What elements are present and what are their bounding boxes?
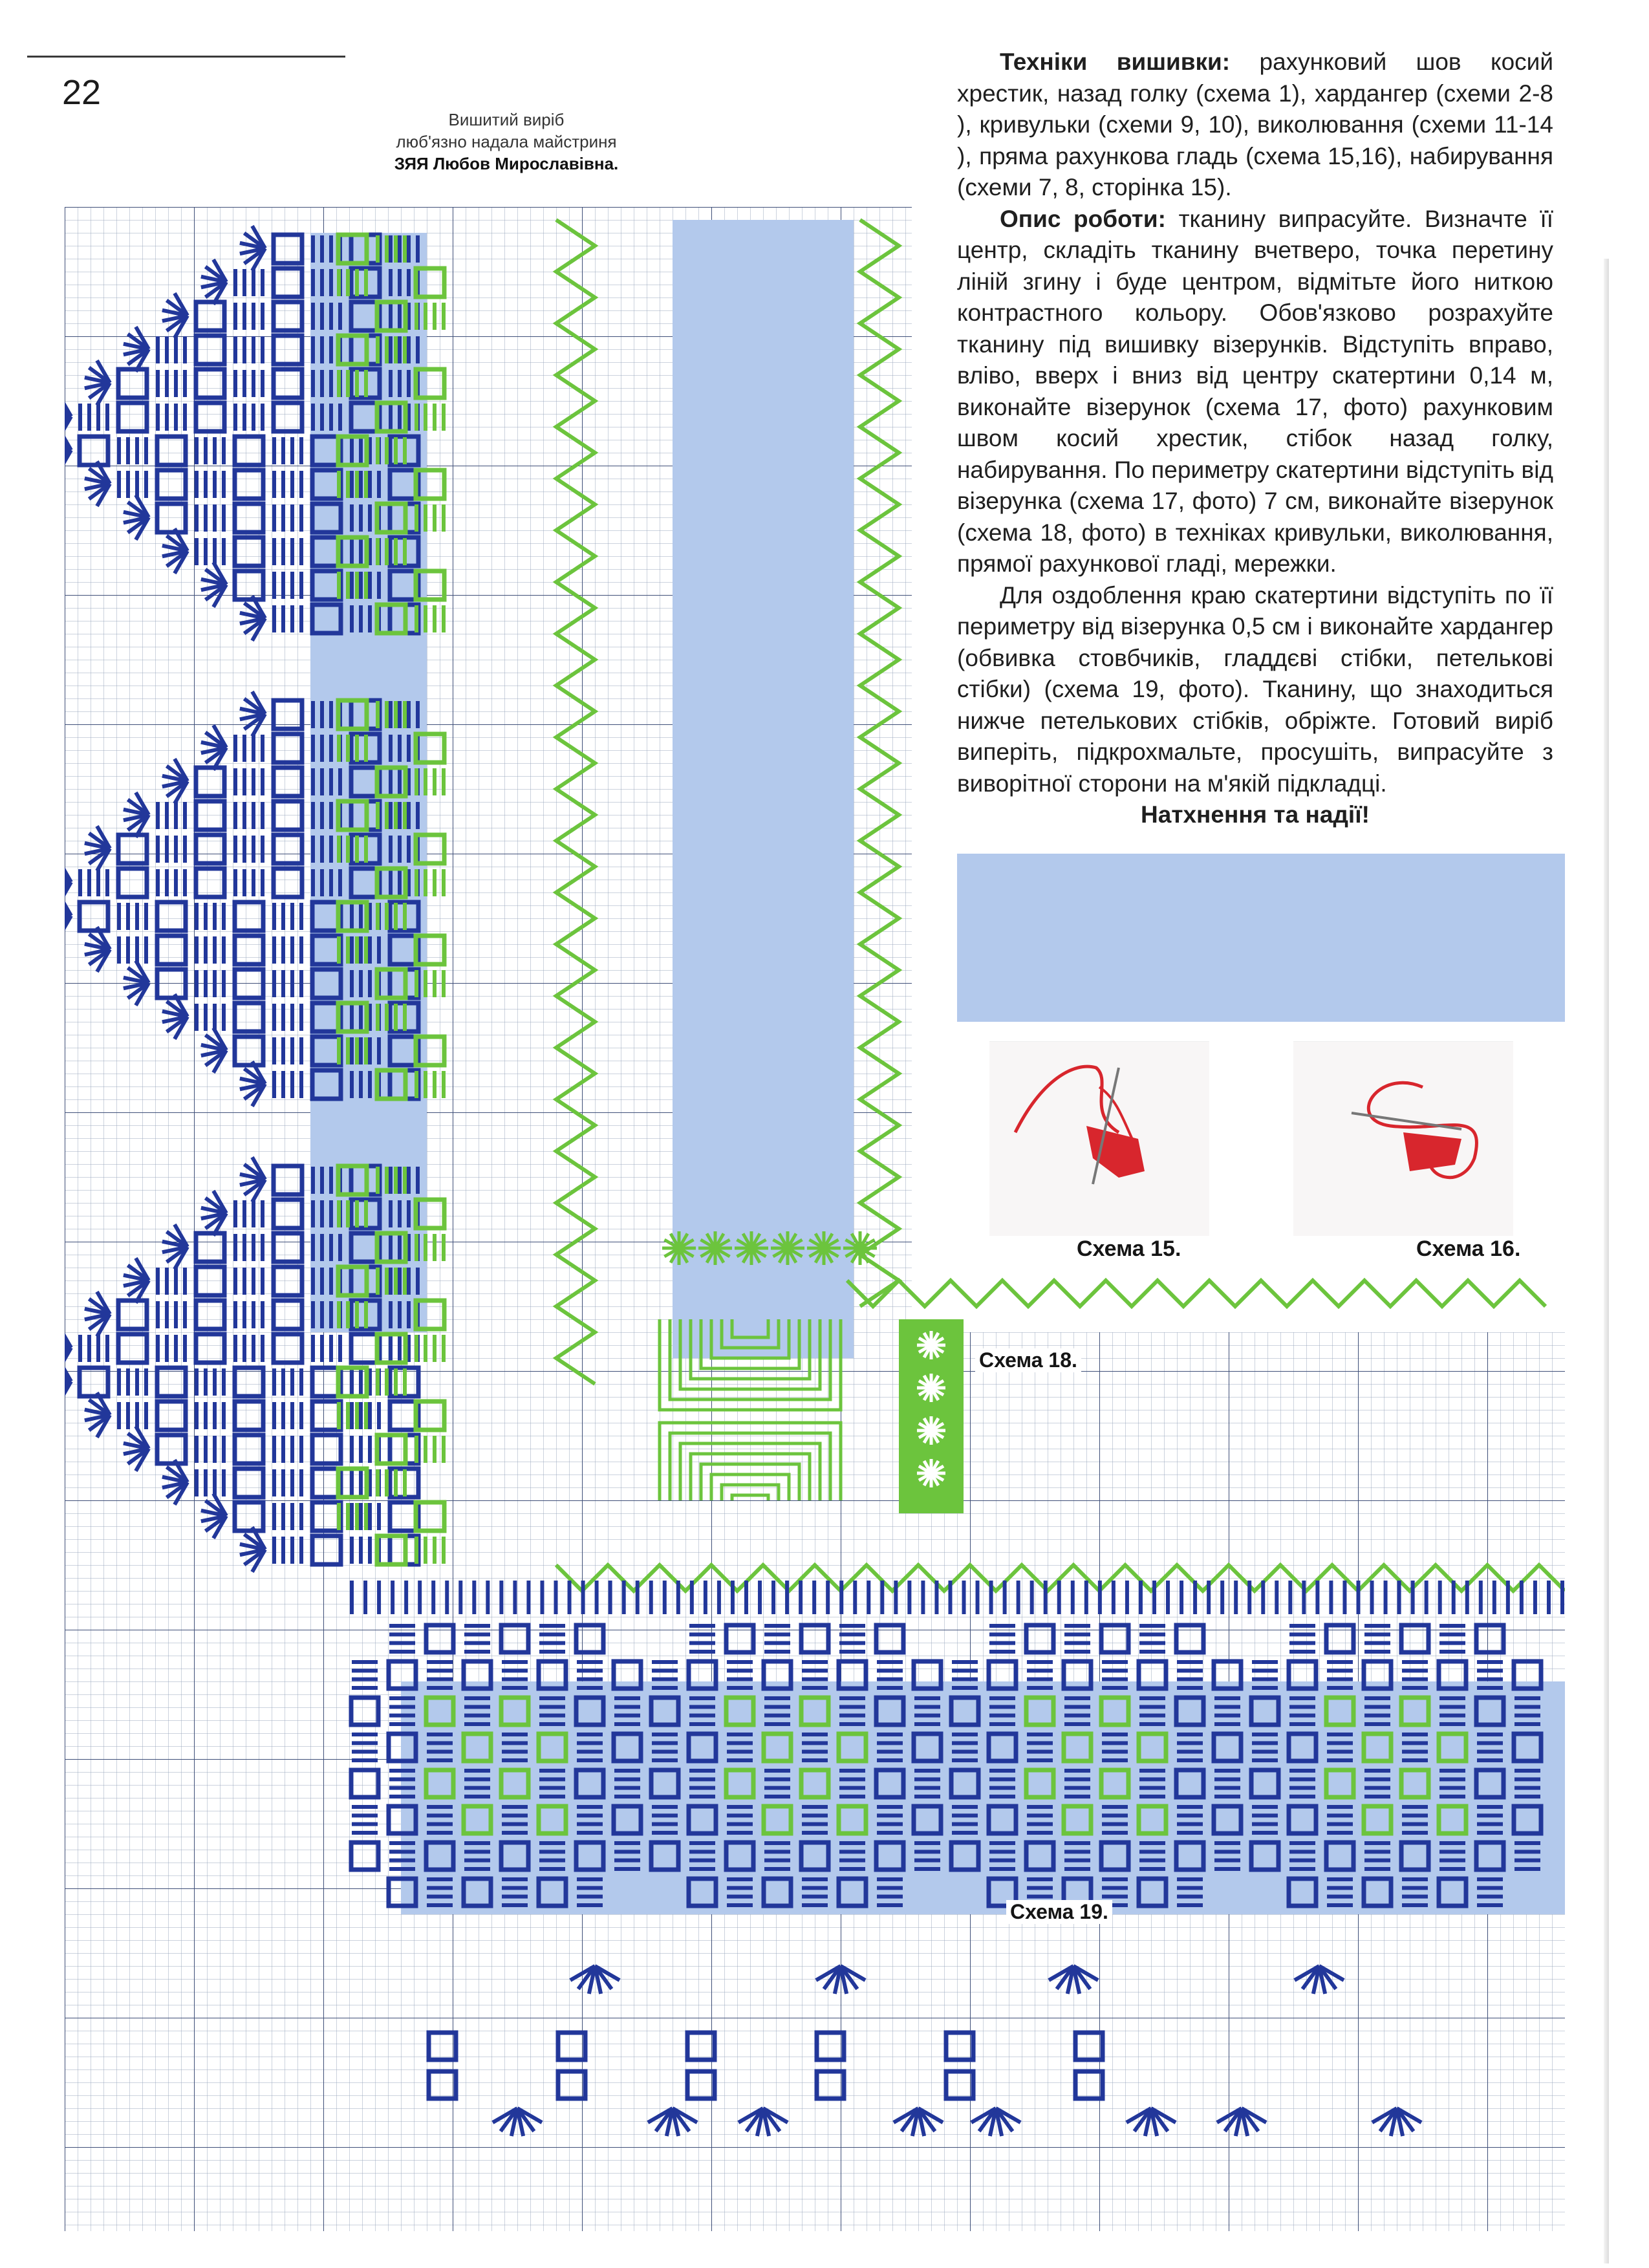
article-paragraph-edge: Для оздоблення краю скатертини відступіть по її периметру від візерунка 0,5 см і виконайте хардангер (обвивка стовбчиків, гладдєві стібки, петелькові стібки) (схема 19, фото). Тканину, що знаходиться нижче петелькових стібків, обріжте. Готовий виріб виперіть, підкрохмальте, просушіть, випрасуйте з виворітної сторони на м'якій підкладці. bbox=[957, 581, 1553, 797]
article-paragraph-description bbox=[957, 204, 1553, 580]
credit-line-1: Вишитий виріб bbox=[448, 110, 565, 129]
photo-scheme-15-image bbox=[989, 1042, 1209, 1236]
scheme-19-caption: Схема 19. bbox=[1006, 1900, 1112, 1924]
photo-caption-15: Схема 15. bbox=[1077, 1237, 1181, 1261]
description-text: тканину випрасуйте. Визначте її центр, складіть тканину вчетверо, точка перетину ліній згину і буде центром, відмітьте його ниткою контрастного кольору. Обов'язково розрахуйте тканину під вишивку візерунків. Відступіть вправо, вліво, вверх і вниз від центру скатертини 0,14 м, виконайте візерунок (схема 17, фото) рахунковим швом косий хрестик, стібок назад голку, набирування. По периметру скатертини відступіть від візерунка (схема 17, фото) 7 см, виконайте візерунок (схема 18, фото) в техніках кривульки, виколювання, прямої рахункової гладі, мережки. bbox=[957, 205, 1553, 577]
article-paragraph-techniques bbox=[957, 47, 1553, 204]
article-closing: Натхнення та надії! bbox=[1141, 801, 1370, 828]
credit-line-3: ЗЯЯ Любов Мирославівна. bbox=[394, 154, 619, 173]
photo-scheme-16 bbox=[1293, 1041, 1513, 1236]
photo-caption-16: Схема 16. bbox=[1416, 1237, 1521, 1261]
photo-scheme-15 bbox=[989, 1041, 1209, 1236]
top-rule bbox=[27, 56, 345, 58]
description-heading: Опис роботи: bbox=[1000, 205, 1166, 232]
credit-line-2: люб'язно надала майстриня bbox=[396, 132, 617, 151]
page-edge bbox=[1604, 259, 1609, 2263]
credit-block bbox=[354, 109, 658, 175]
article-text bbox=[957, 47, 1553, 831]
photo-scheme-16-image bbox=[1293, 1042, 1513, 1236]
scheme-18-caption: Схема 18. bbox=[975, 1348, 1081, 1372]
page-number: 22 bbox=[62, 73, 102, 112]
techniques-heading: Техніки вишивки: bbox=[1000, 49, 1231, 75]
techniques-text: рахунковий шов косий хрестик, назад голку (схема 1), хардангер (схеми 2-8 ), кривульки (схеми 9, 10), виколювання (схеми 11-14 ), пряма рахункова гладь (схема 15,16), набирування (схеми 7, 8, сторінка 15). bbox=[957, 49, 1553, 200]
